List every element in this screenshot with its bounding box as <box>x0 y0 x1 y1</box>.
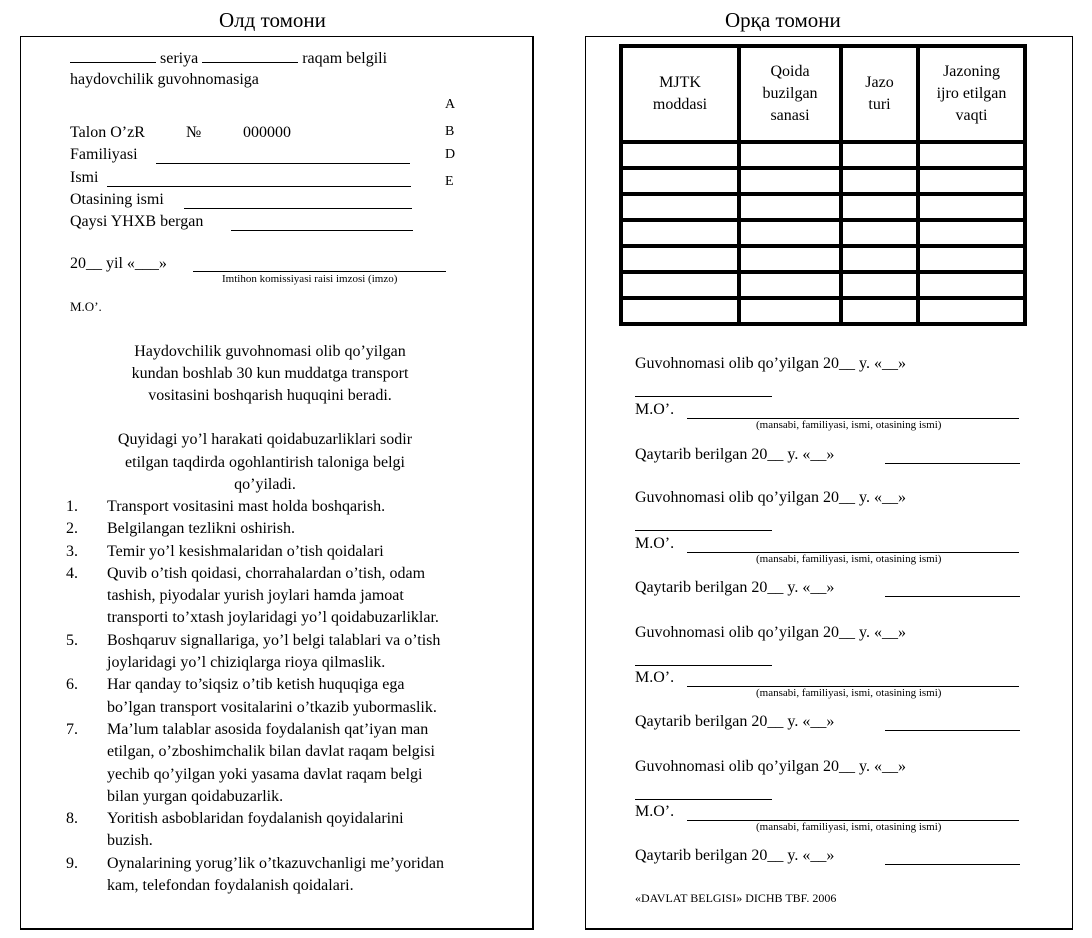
category-a: A <box>445 97 456 112</box>
violation-item: 1. Transport vositasini mast holda boshqarish. <box>66 498 386 515</box>
violations-list: 1. Transport vositasini mast holda boshqarish. 2. Belgilangan tezlikni oshirish. 3. Temir yo’l kesishmalaridan o’tish qoidalari 4. Quvib o’tish qoidasi, chorrahalardan o’tish, odam tashish, piyodalar yurish joylari hamda jamoat transporti to’xtash joylaridagi yo’l qoidabuzarliklar. 5. Boshqaruv signallariga, yo’l belgi talablari va o’tish joylaridagi yo’l chiziqlarga rioya qilmaslik. 6. Har qanday to’siqsiz o’tib ketish huquqiga ega bo’lgan transport vositalarini o’tkazib yubormaslik. 7. Ma’lum talablar asosida foydalanish qat’iyan man etilgan, o’zboshimchalik bilan davlat raqam belgisi yechib qo’yilgan yoki yasama davlat raqam belgi bilan yurgan qoidabuzarlik. 8. Yoritish asboblaridan foydalanish qoyidalarini buzish. 9. Oynalarining yorug’lik o’tkazuvchanligi me’yoridan kam, telefondan foydalanish qoidalari. <box>66 498 444 895</box>
field-issuer-label: Qaysi YHXB bergan <box>70 213 204 230</box>
talon-no-sign: № <box>186 124 202 141</box>
officer-caption-1: (mansabi, familiyasi, ismi, otasining ismi) <box>756 419 942 431</box>
field-surname-label: Familiyasi <box>70 146 138 163</box>
col-mjtk: MJTK moddasi <box>621 46 739 142</box>
returned-blank-3[interactable] <box>885 730 1020 731</box>
returned-line-1: Qaytarib berilgan 20__ y. «__» <box>635 446 835 463</box>
field-issuer-input[interactable] <box>231 230 413 231</box>
violations-table <box>619 44 1027 326</box>
violation-item: 4. Quvib o’tish qoidasi, chorrahalardan o’tish, odam <box>66 564 426 582</box>
license-header-line2: haydovchilik guvohnomasiga <box>70 71 259 88</box>
field-patronymic-input[interactable] <box>184 208 412 209</box>
taken-line-3: Guvohnomasi olib qo’yilgan 20__ y. «__» <box>635 624 906 641</box>
officer-caption-3: (mansabi, familiyasi, ismi, otasining ismi) <box>756 687 942 699</box>
table-row <box>621 142 1025 168</box>
number-blank[interactable] <box>202 48 298 63</box>
field-name-input[interactable] <box>107 186 411 187</box>
talon-number: 000000 <box>243 124 291 141</box>
category-b: B <box>445 124 455 139</box>
violation-item: 3. Temir yo’l kesishmalaridan o’tish qoidalari <box>66 542 384 560</box>
back-side-title: Орқа томони <box>725 8 841 32</box>
violation-item: 5. Boshqaruv signallariga, yo’l belgi talablari va o’tish <box>66 631 441 649</box>
validity-paragraph <box>60 341 480 407</box>
table-header-row <box>621 46 1025 142</box>
field-name-label: Ismi <box>70 169 99 186</box>
validity-line: vositasini boshqarish huquqini beradi. <box>148 387 392 404</box>
officer-caption-2: (mansabi, familiyasi, ismi, otasining ismi) <box>756 553 942 565</box>
violation-item: 9. Oynalarining yorug’lik o’tkazuvchanligi me’yoridan <box>66 854 444 872</box>
violation-item: 7. Ma’lum talablar asosida foydalanish qat’iyan man <box>66 720 429 738</box>
table-row <box>621 220 1025 246</box>
series-blank[interactable] <box>70 48 156 63</box>
taken-blank-4[interactable] <box>635 799 772 800</box>
table-row <box>621 194 1025 220</box>
taken-blank-3[interactable] <box>635 665 772 666</box>
intro-line: qo’yiladi. <box>234 476 296 493</box>
col-executed: Jazoning ijro etilgan vaqti <box>918 46 1025 142</box>
validity-line: kundan boshlab 30 kun muddatga transport <box>131 365 409 382</box>
category-d: D <box>445 147 456 162</box>
front-side-title: Олд томони <box>219 8 326 32</box>
validity-line: Haydovchilik guvohnomasi olib qo’yilgan <box>134 343 406 360</box>
returned-blank-1[interactable] <box>885 463 1020 464</box>
field-surname-input[interactable] <box>156 163 410 164</box>
stamp-2: M.O’. <box>635 535 675 552</box>
violations-intro <box>50 429 480 497</box>
officer-caption-4: (mansabi, familiyasi, ismi, otasining ismi) <box>756 821 942 833</box>
intro-line: Quyidagi yo’l harakati qoidabuzarliklari sodir <box>117 431 413 448</box>
footer-imprint: «DAVLAT BELGISI» DICHB TBF. 2006 <box>635 891 837 905</box>
taken-line-4: Guvohnomasi olib qo’yilgan 20__ y. «__» <box>635 758 906 775</box>
series-label: seriya <box>160 50 199 67</box>
returned-line-2: Qaytarib berilgan 20__ y. «__» <box>635 579 835 596</box>
table-row <box>621 168 1025 194</box>
date-label: 20__ yil «___» <box>70 255 167 272</box>
taken-line-1: Guvohnomasi olib qo’yilgan 20__ y. «__» <box>635 355 906 372</box>
violation-item: 2. Belgilangan tezlikni oshirish. <box>66 520 295 538</box>
taken-blank-2[interactable] <box>635 530 772 531</box>
returned-line-3: Qaytarib berilgan 20__ y. «__» <box>635 713 835 730</box>
talon-label: Talon O’zR <box>70 124 145 141</box>
intro-line: etilgan taqdirda ogohlantirish taloniga belgi <box>125 453 405 471</box>
violation-item: 6. Har qanday to’siqsiz o’tib ketish huquqiga ega <box>66 676 405 694</box>
violation-item: 8. Yoritish asboblaridan foydalanish qoyidalarini <box>66 810 404 828</box>
category-e: E <box>445 174 454 189</box>
license-series-line <box>70 48 387 68</box>
returned-blank-2[interactable] <box>885 596 1020 597</box>
col-penalty: Jazo turi <box>841 46 918 142</box>
table-row <box>621 298 1025 324</box>
table-row <box>621 272 1025 298</box>
stamp-4: M.O’. <box>635 803 675 820</box>
returned-line-4: Qaytarib berilgan 20__ y. «__» <box>635 847 835 864</box>
signature-caption: Imtihon komissiyasi raisi imzosi (imzo) <box>222 273 398 285</box>
returned-blank-4[interactable] <box>885 864 1020 865</box>
signature-line[interactable] <box>193 271 446 272</box>
number-label: raqam belgili <box>302 50 388 67</box>
stamp-3: M.O’. <box>635 669 675 686</box>
stamp-label: M.O’. <box>70 299 102 314</box>
taken-blank-1[interactable] <box>635 396 772 397</box>
taken-line-2: Guvohnomasi olib qo’yilgan 20__ y. «__» <box>635 489 906 506</box>
field-patronymic-label: Otasining ismi <box>70 191 164 208</box>
stamp-1: M.O’. <box>635 401 675 418</box>
table-row <box>621 246 1025 272</box>
col-date: Qoida buzilgan sanasi <box>739 46 841 142</box>
